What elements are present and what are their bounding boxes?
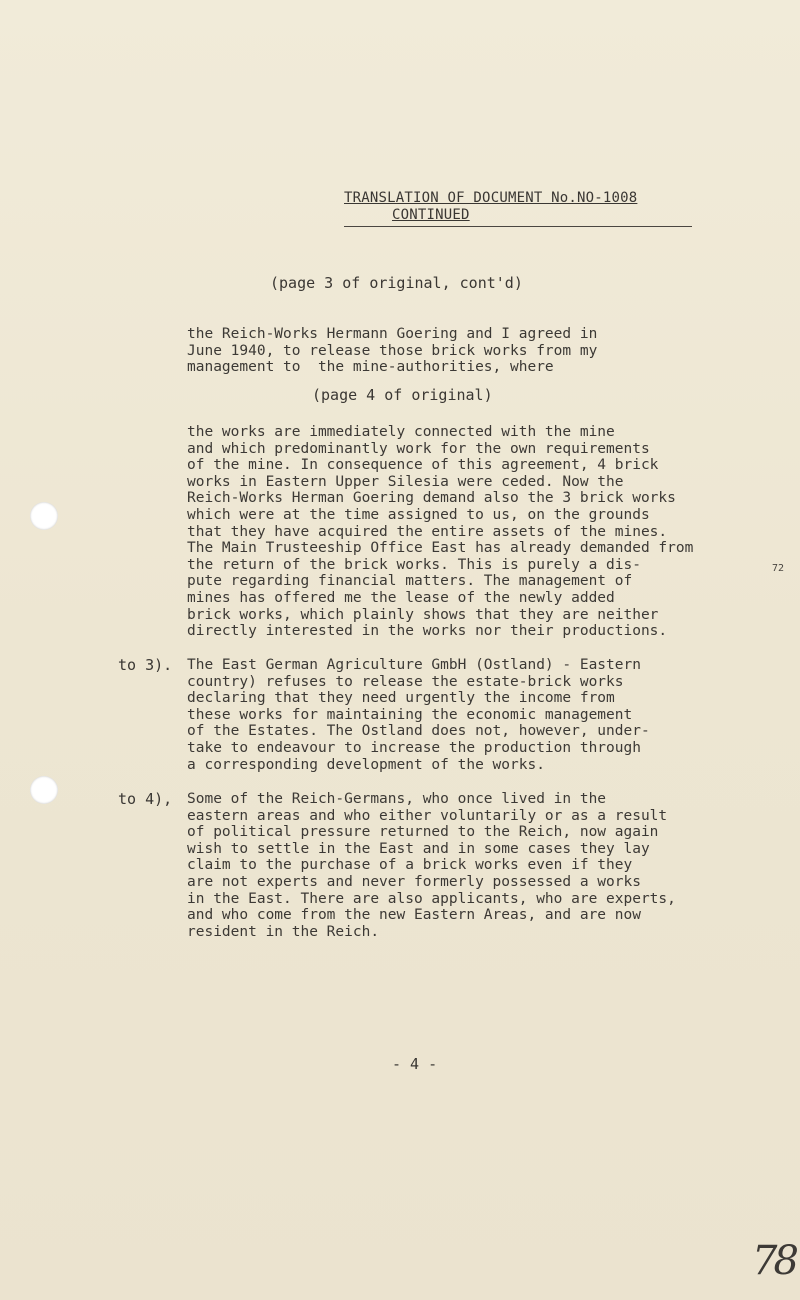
page-reference-3: (page 3 of original, cont'd) (270, 274, 523, 292)
text-line: wish to settle in the East and in some cases they lay (187, 840, 650, 857)
text-line: management to the mine-authorities, where (187, 359, 554, 376)
text-line: and who come from the new Eastern Areas, and are now (187, 907, 641, 924)
text-line: country) refuses to release the estate-brick works (187, 673, 624, 690)
page-reference-4: (page 4 of original) (312, 386, 493, 404)
text-line: eastern areas and who either voluntarily or as a result (187, 807, 668, 824)
paragraph-section-4 (187, 791, 676, 940)
punch-hole-top (30, 502, 58, 530)
header-subtitle: CONTINUED (392, 207, 470, 223)
text-line: the Reich-Works Hermann Goering and I agreed in (187, 326, 598, 342)
text-line: Some of the Reich-Germans, who once lived in the (187, 791, 607, 807)
paragraph-section-3 (187, 657, 650, 773)
text-line: of the mine. In consequence of this agreement, 4 brick (187, 457, 659, 474)
text-line: works in Eastern Upper Silesia were ceded. Now the (187, 473, 624, 490)
text-line: resident in the Reich. (187, 923, 380, 940)
handwritten-page-mark: 78 (752, 1238, 795, 1284)
text-line: in the East. There are also applicants, who are experts, (187, 890, 676, 907)
text-line: the works are immediately connected with the mine (187, 424, 615, 440)
text-line: are not experts and never formerly possessed a works (187, 873, 641, 890)
text-line: June 1940, to release those brick works from my (187, 342, 598, 359)
text-line: declaring that they need urgently the income from (187, 690, 615, 707)
text-line: that they have acquired the entire assets of the mines. (187, 523, 668, 540)
document-header (344, 190, 692, 227)
punch-hole-bottom (30, 776, 58, 804)
text-line: The Main Trusteeship Office East has already demanded from (187, 540, 694, 557)
text-line: of political pressure returned to the Reich, now again (187, 824, 659, 841)
text-line: take to endeavour to increase the production through (187, 739, 641, 756)
text-line: pute regarding financial matters. The management of (187, 573, 633, 590)
page-number: - 4 - (392, 1055, 438, 1073)
text-line: brick works, which plainly shows that they are neither (187, 606, 659, 623)
text-line: which were at the time assigned to us, on the grounds (187, 506, 650, 523)
text-line: a corresponding development of the works. (187, 756, 545, 773)
text-line: The East German Agriculture GmbH (Ostland) - Eastern (187, 657, 641, 673)
text-line: directly interested in the works nor their productions. (187, 623, 668, 640)
text-line: claim to the purchase of a brick works even if they (187, 857, 633, 874)
header-rule (344, 226, 692, 227)
text-line: and which predominantly work for the own requirements (187, 440, 650, 457)
section-4-label: to 4), (118, 790, 173, 808)
paragraph-mines (187, 424, 693, 640)
section-3-label: to 3). (118, 656, 173, 674)
text-line: mines has offered me the lease of the newly added (187, 589, 615, 606)
margin-note: 72 (772, 563, 785, 574)
text-line: Reich-Works Herman Goering demand also the 3 brick works (187, 490, 676, 507)
text-line: these works for maintaining the economic management (187, 706, 633, 723)
paragraph-intro (187, 326, 597, 376)
text-line: of the Estates. The Ostland does not, however, under- (187, 723, 650, 740)
text-line: the return of the brick works. This is purely a dis- (187, 556, 641, 573)
header-title: TRANSLATION OF DOCUMENT No.NO-1008 (344, 190, 638, 206)
